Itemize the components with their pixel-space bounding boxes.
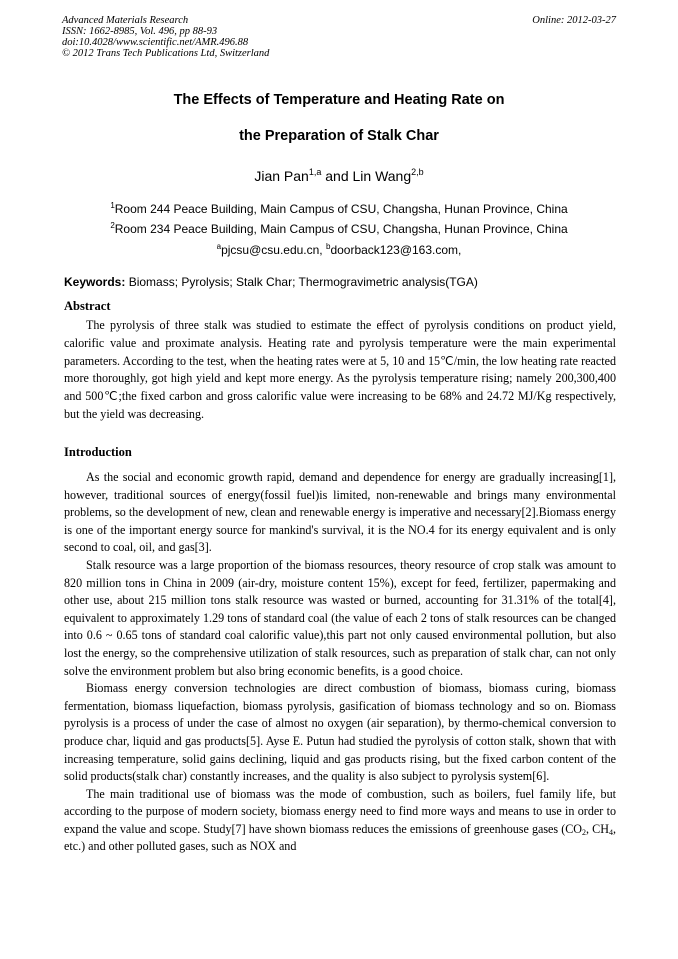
author-2-name: Lin Wang	[352, 168, 412, 184]
copyright-line: © 2012 Trans Tech Publications Ltd, Switzerland	[62, 48, 270, 59]
email-a[interactable]: pjcsu@csu.edu.cn,	[221, 243, 326, 257]
affiliation-1-sup: 1	[110, 201, 115, 210]
journal-name: Advanced Materials Research	[62, 15, 189, 26]
author-and: and	[321, 168, 353, 184]
intro-paragraph-4	[64, 786, 616, 856]
author-1-name: Jian Pan	[254, 168, 309, 184]
abstract-heading: Abstract	[64, 299, 111, 313]
intro-p4-part-b: , CH	[586, 821, 609, 836]
introduction-heading: Introduction	[64, 445, 132, 459]
keywords-label: Keywords:	[64, 275, 126, 289]
keywords-line	[64, 275, 616, 289]
keywords-text: Biomass; Pyrolysis; Stalk Char; Thermogravimetric analysis(TGA)	[125, 275, 478, 289]
online-date: Online: 2012-03-27	[532, 15, 616, 26]
paper-title-line2: the Preparation of Stalk Char	[239, 128, 439, 144]
abstract-body	[64, 317, 616, 424]
email-b-sup: b	[325, 242, 331, 251]
intro-p4-part-c: , etc.) and other polluted gases, such as NOX and	[64, 821, 616, 854]
affiliation-1-text: Room 244 Peace Building, Main Campus of CSU, Changsha, Hunan Province, China	[114, 202, 568, 216]
abstract-paragraph: The pyrolysis of three stalk was studied to estimate the effect of pyrolysis conditions on product yield, calorific value and proximate analysis. Heating rate and pyrolysis temperature were the main experimental parameters. According to the test, when the heating rates were at 5, 10 and 15℃/min, the low heating rate reacted more thoroughly, got high yield and kept more energy. As the pyrolysis temperature rising; namely 200,300,400 and 500℃;the fixed carbon and gross calorific value were increasing to be 68% and 24.72 MJ/Kg respectively, but the yield was decreasing.	[64, 318, 616, 421]
intro-paragraph-2: Stalk resource was a large proportion of the biomass resources, theory resource of crop stalk was amount to 820 million tons in China in 2009 (air-dry, moisture content 15%), except for feed, fertilizer, papermaking and other use, about 215 million tons stalk resource was wasted or burned, accounting for 31.31% of the total[4], equivalent to approximately 1.29 tons of standard coal (the value of each 2 tons of stalk resources can be changed into 0.6 ~ 0.65 tons of standard coal calorific value),this part not only caused environmental pollution, but also lost the energy, so the comprehensive utilization of stalk resources, such as preparation of stalk char, can not only solve the environment problem but also bring economic benefits, is a good choice.	[64, 557, 616, 678]
intro-p4-part-a: The main traditional use of biomass was the mode of combustion, such as boilers, fuel family life, but according to the purpose of modern society, biomass energy need to find more ways and means to use in order to expand the value and scope. Study[7] have shown biomass reduces the emissions of greenhouse gases (CO	[64, 786, 616, 836]
affiliation-2-text: Room 234 Peace Building, Main Campus of CSU, Changsha, Hunan Province, China	[114, 222, 568, 236]
email-a-sup: a	[216, 242, 222, 251]
email-b[interactable]: doorback123@163.com,	[330, 243, 462, 257]
email-line	[0, 243, 678, 257]
intro-paragraph-1: As the social and economic growth rapid, demand and dependence for energy are gradually increasing[1], however, traditional sources of energy(fossil fuel)is limited, non-renewable and brings many environmental problems, so the development of new, clean and renewable energy is imperative and necessary[2].Biomass energy is one of the important energy source for mankind's survival, it is the NO.4 for its energy equivalent and is only second to coal, oil, and gas[3].	[64, 470, 616, 555]
doi-line: doi:10.4028/www.scientific.net/AMR.496.88	[62, 37, 249, 48]
affiliation-2-sup: 2	[110, 221, 115, 230]
author-1-sup: 1,a	[308, 167, 322, 177]
introduction-body	[64, 469, 616, 856]
affiliation-1	[0, 202, 678, 216]
issn-line: ISSN: 1662-8985, Vol. 496, pp 88-93	[62, 26, 218, 37]
paper-title-line1: The Effects of Temperature and Heating Rate on	[173, 92, 505, 108]
journal-header	[62, 15, 616, 59]
affiliation-2	[0, 222, 678, 236]
co2-subscript: 2	[582, 827, 587, 837]
author-2-sup: 2,b	[411, 167, 424, 177]
intro-paragraph-3: Biomass energy conversion technologies are direct combustion of biomass, biomass curing, biomass fermentation, biomass liquefaction, biomass pyrolysis, gasification of biomass technology and so on. Biomass pyrolysis is a process of under the case of almost no oxygen (air separation), by thermo-chemical conversion to produce char, liquid and gas products[5]. Ayse E. Putun had studied the pyrolysis of cotton stalk, shown that with increasing temperature, solid gains declining, liquid and gas products rising, but the fixed carbon content of the solid products(stalk char) constantly increases, and the quality is also subject to pyrolysis system[6].	[64, 681, 616, 784]
ch4-subscript: 4	[608, 827, 613, 837]
author-line	[0, 168, 678, 184]
